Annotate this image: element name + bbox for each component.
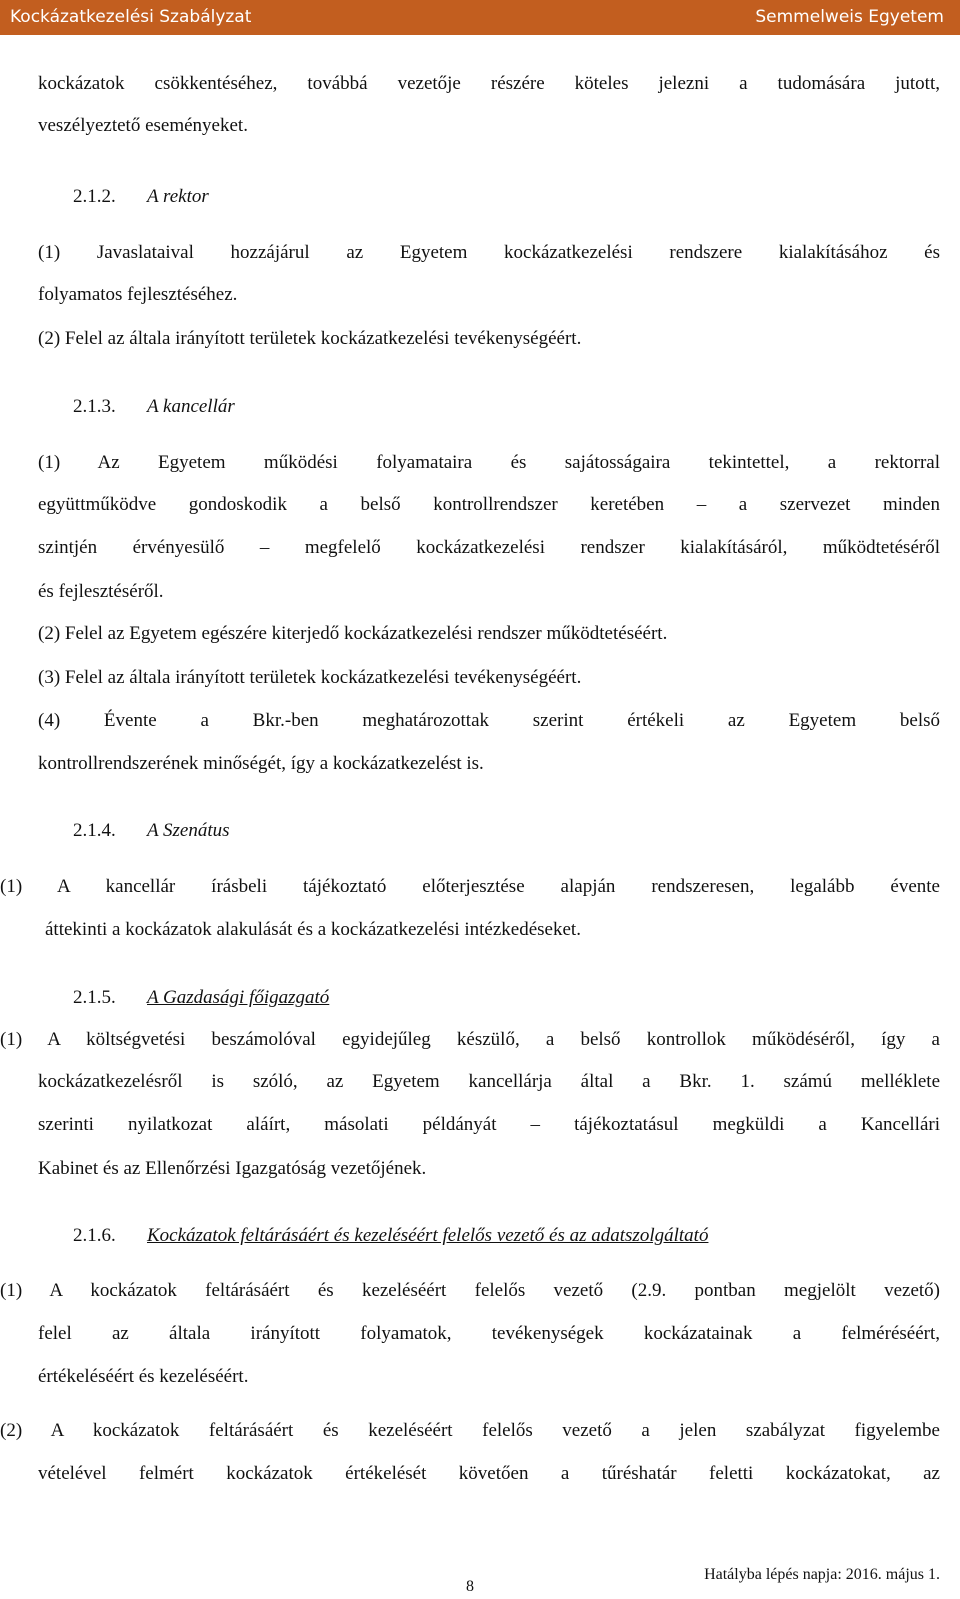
paragraph-line: kontrollrendszerének minőségét, így a kockázatkezelést is. <box>38 753 484 774</box>
paragraph-line: felel az általa irányított folyamatok, tevékenységek kockázatainak a felméréséért, <box>38 1323 940 1344</box>
paragraph-line: (2) A kockázatok feltárásáért és kezeléséért felelős vezető a jelen szabályzat figyelembe <box>0 1420 940 1441</box>
section-number: 2.1.2. <box>73 186 116 207</box>
paragraph-line: (3) Felel az általa irányított területek kockázatkezelési tevékenységéért. <box>38 667 582 688</box>
paragraph-line: (2) Felel az általa irányított területek kockázatkezelési tevékenységéért. <box>38 328 582 349</box>
section-title: A Szenátus <box>147 820 230 841</box>
header-institution: Semmelweis Egyetem <box>755 7 944 27</box>
paragraph-line: kockázatok csökkentéséhez, továbbá vezetője részére köteles jelezni a tudomására jutott, <box>38 73 940 94</box>
paragraph-line: értékeléséért és kezeléséért. <box>38 1366 249 1387</box>
section-heading-2-1-3 <box>73 386 235 428</box>
effective-date: Hatályba lépés napja: 2016. május 1. <box>704 1566 940 1583</box>
paragraph-line: folyamatos fejlesztéséhez. <box>38 284 238 305</box>
paragraph-line: (1) Javaslataival hozzájárul az Egyetem kockázatkezelési rendszere kialakításához és <box>38 242 940 263</box>
paragraph-line: (1) Az Egyetem működési folyamataira és sajátosságaira tekintettel, a rektorral <box>38 452 940 473</box>
section-title: A kancellár <box>147 396 235 417</box>
paragraph-line: kockázatkezelésről is szóló, az Egyetem kancellárja által a Bkr. 1. számú melléklete <box>38 1071 940 1092</box>
section-number: 2.1.5. <box>73 987 116 1008</box>
paragraph-line: (1) A kockázatok feltárásáért és kezeléséért felelős vezető (2.9. pontban megjelölt vezető) <box>0 1280 940 1301</box>
section-number: 2.1.4. <box>73 820 116 841</box>
paragraph-line: (2) Felel az Egyetem egészére kiterjedő kockázatkezelési rendszer működtetéséért. <box>38 623 668 644</box>
paragraph-line: Kabinet és az Ellenőrzési Igazgatóság vezetőjének. <box>38 1158 427 1179</box>
page-number: 8 <box>466 1578 474 1595</box>
running-header <box>0 0 960 35</box>
paragraph-line: szerinti nyilatkozat aláírt, másolati példányát – tájékoztatásul megküldi a Kancellári <box>38 1114 940 1135</box>
paragraph-line: áttekinti a kockázatok alakulását és a kockázatkezelési intézkedéseket. <box>45 919 581 940</box>
section-heading-2-1-6 <box>73 1215 708 1257</box>
paragraph-line: vételével felmért kockázatok értékelését követően a tűréshatár feletti kockázatokat, az <box>38 1463 940 1484</box>
section-number: 2.1.6. <box>73 1225 116 1246</box>
paragraph-line: (1) A költségvetési beszámolóval egyidejűleg készülő, a belső kontrollok működéséről, így a <box>0 1029 940 1050</box>
paragraph-line: veszélyeztető eseményeket. <box>38 115 248 136</box>
section-heading-2-1-2 <box>73 176 209 218</box>
section-heading-2-1-4 <box>73 810 230 852</box>
header-document-title: Kockázatkezelési Szabályzat <box>10 7 252 27</box>
paragraph-line: (4) Évente a Bkr.-ben meghatározottak szerint értékeli az Egyetem belső <box>38 710 940 731</box>
section-title: Kockázatok feltárásáért és kezeléséért felelős vezető és az adatszolgáltató <box>147 1225 709 1246</box>
paragraph-line: együttműködve gondoskodik a belső kontrollrendszer keretében – a szervezet minden <box>38 494 940 515</box>
paragraph-line: és fejlesztéséről. <box>38 581 164 602</box>
paragraph-line: (1) A kancellár írásbeli tájékoztató előterjesztése alapján rendszeresen, legalább évente <box>0 876 940 897</box>
section-heading-2-1-5 <box>73 977 329 1019</box>
section-number: 2.1.3. <box>73 396 116 417</box>
section-title: A rektor <box>147 186 209 207</box>
section-title: A Gazdasági főigazgató <box>147 987 330 1008</box>
paragraph-line: szintjén érvényesülő – megfelelő kockázatkezelési rendszer kialakításáról, működtetéséről <box>38 537 940 558</box>
